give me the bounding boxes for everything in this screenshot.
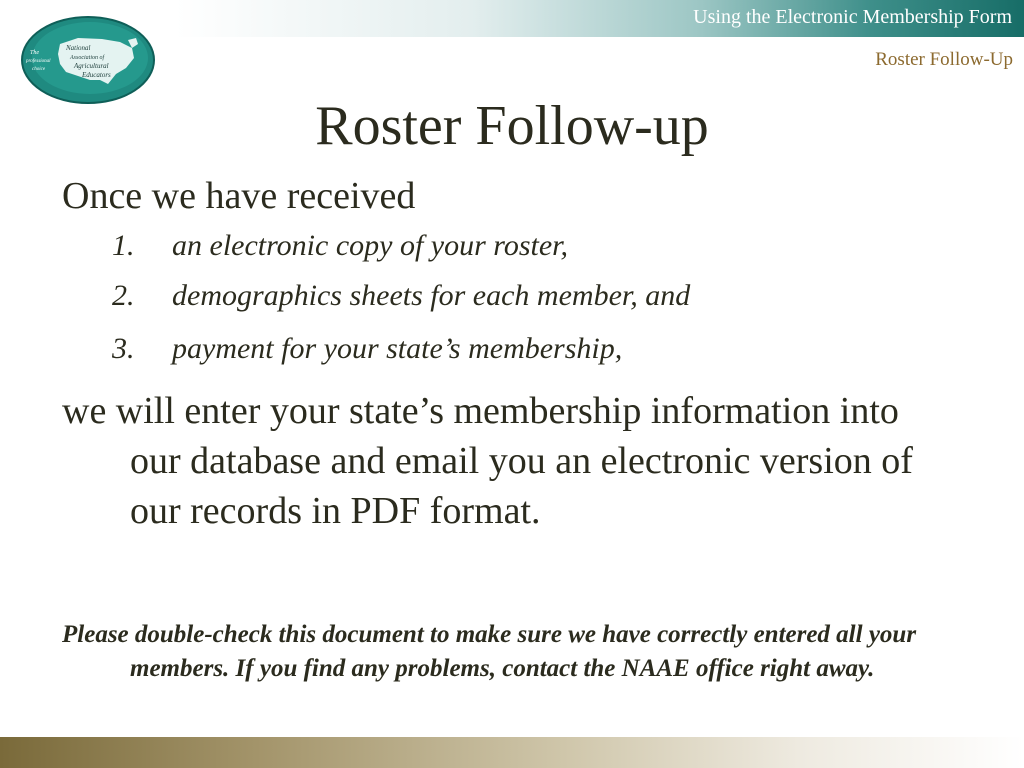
list-item-text: payment for your state’s membership, [172, 332, 623, 365]
footer-bar [0, 737, 1024, 768]
received-items-list [112, 226, 690, 369]
logo-org-line3: Agricultural [74, 62, 109, 70]
body-paragraph: we will enter your state’s membership information into our database and email you an electronic version of our records in PDF format. [62, 390, 913, 532]
slide-title: Roster Follow-up [315, 95, 709, 157]
list-item-text: demographics sheets for each member, and [172, 279, 691, 312]
logo-org-line2: Association of [70, 55, 105, 61]
list-item-text: an electronic copy of your roster, [172, 229, 569, 262]
header-bar [175, 0, 1024, 37]
logo-org-line1: National [66, 44, 91, 52]
section-label: Roster Follow-Up [875, 49, 1013, 70]
list-item [112, 276, 690, 316]
emphasis-note: Please double-check this document to make sure we have correctly entered all your members. If you find any problems, contact the NAAE office right away. [62, 621, 917, 682]
logo-text-line1: The [30, 50, 39, 56]
presentation-title: Using the Electronic Membership Form [693, 6, 1012, 28]
list-item [112, 226, 690, 266]
logo-org-line4: Educators [82, 71, 111, 79]
logo-text-line3: choice [32, 67, 46, 72]
list-item-number: 1. [112, 229, 135, 262]
intro-text: Once we have received [62, 175, 416, 217]
logo-text-line2: professional [26, 59, 51, 64]
list-item [112, 329, 690, 369]
list-item-number: 2. [112, 279, 135, 312]
list-item-number: 3. [112, 332, 135, 365]
